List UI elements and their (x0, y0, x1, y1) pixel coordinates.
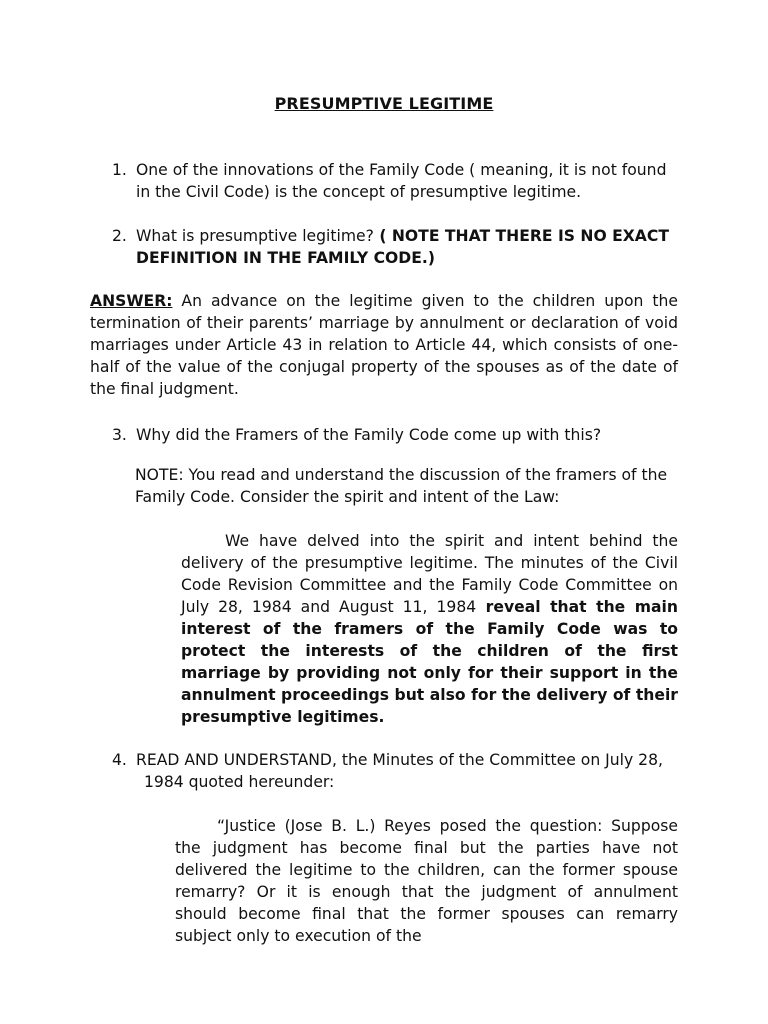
document-title: PRESUMPTIVE LEGITIME (274, 94, 494, 113)
answer-paragraph (90, 290, 678, 400)
quote-text: We have delved into the spirit and intent behind the delivery of the presumptive legitime. The minutes of the Civil Code Revision Committee and the Family Code Committee on July 28, 1984 and August 11, 1984 (181, 532, 678, 616)
list-item-3 (112, 424, 682, 446)
list-text: One of the innovations of the Family Code ( meaning, it is not found in the Civil Code) is the concept of presumptive legitime. (136, 161, 667, 201)
list-text-line-2: 1984 quoted hereunder: (144, 773, 335, 791)
list-number: 4. (112, 751, 127, 769)
answer-label: ANSWER: (90, 292, 173, 310)
quote-text: “Justice (Jose B. L.) Reyes posed the question: Suppose the judgment has become final but the parties have not delivered the legitime to the children, can the former spouse remarry? Or it is enough that the judgment of annulment should become final that the former spouses can remarry subject only to execution of the (175, 817, 678, 945)
list-number: 2. (112, 227, 127, 245)
question-text: What is presumptive legitime? (136, 227, 374, 245)
note-bold-text: ( NOTE THAT THERE IS NO EXACT DEFINITION IN THE FAMILY CODE.) (136, 227, 669, 267)
list-item-2 (112, 225, 682, 269)
quoted-paragraph-1 (181, 530, 678, 728)
list-text-container (136, 225, 682, 269)
list-text-container (136, 749, 682, 793)
list-text-line-1: READ AND UNDERSTAND, the Minutes of the Committee on July 28, (136, 751, 663, 769)
list-number: 1. (112, 161, 127, 179)
note-paragraph: NOTE: You read and understand the discussion of the framers of the Family Code. Consider the spirit and intent of the Law: (135, 466, 668, 506)
list-number: 3. (112, 426, 127, 444)
quoted-paragraph-2 (175, 815, 678, 947)
list-item-4 (112, 749, 682, 793)
answer-text: An advance on the legitime given to the children upon the termination of their parents’ marriage by annulment or declaration of void marriages under Article 43 in relation to Article 44, which consists of one-half of the value of the conjugal property of the spouses as of the date of the final judgment. (90, 292, 678, 398)
quote-bold-text: reveal that the main interest of the framers of the Family Code was to protect the interests of the children of the first marriage by providing not only for their support in the annulment proceedings but also for the delivery of their presumptive legitimes. (181, 598, 678, 726)
list-text: Why did the Framers of the Family Code come up with this? (136, 426, 602, 444)
list-item-1 (112, 159, 682, 203)
